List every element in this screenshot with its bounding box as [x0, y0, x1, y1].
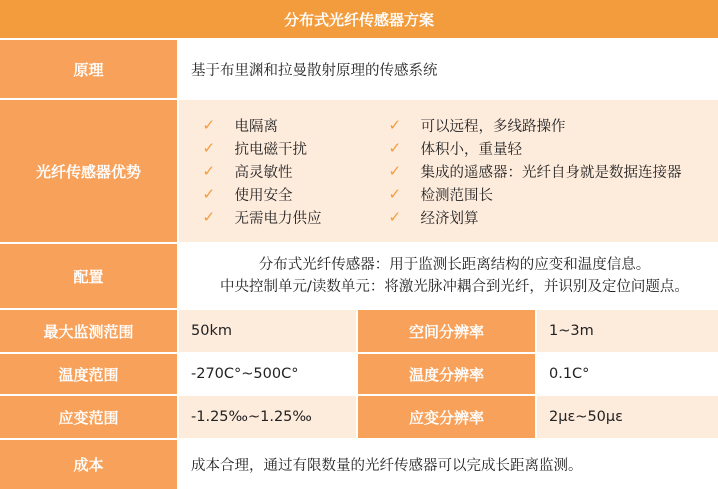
advantage-item: ✓ 无需电力供应 [202, 208, 322, 227]
cost-value: 成本合理，通过有限数量的光纤传感器可以完成长距离监测。 [179, 440, 718, 489]
advantages-value [179, 100, 718, 242]
table-title: 分布式光纤传感器方案 [0, 0, 718, 38]
cost-label: 成本 [0, 440, 177, 489]
strain-resolution-label: 应变分辨率 [358, 396, 535, 438]
max-range-value: 50km [179, 310, 356, 352]
spatial-resolution-label: 空间分辨率 [358, 310, 535, 352]
advantage-item: ✓ 使用安全 [202, 185, 293, 204]
advantages-list [197, 115, 713, 227]
check-icon: ✓ [202, 208, 216, 226]
advantage-item: ✓ 抗电磁干扰 [202, 139, 307, 158]
check-icon: ✓ [388, 185, 402, 203]
temp-range-label: 温度范围 [0, 354, 177, 394]
advantages-label: 光纤传感器优势 [0, 100, 177, 242]
check-icon: ✓ [388, 116, 402, 134]
check-icon: ✓ [388, 162, 402, 180]
advantage-item: ✓ 电隔离 [202, 116, 278, 135]
config-label: 配置 [0, 244, 177, 308]
strain-range-label: 应变范围 [0, 396, 177, 438]
check-icon: ✓ [388, 208, 402, 226]
strain-range-value: -1.25‰~1.25‰ [179, 396, 356, 438]
advantage-item: ✓ 集成的遥感器：光纤自身就是数据连接器 [388, 162, 682, 181]
config-line: 分布式光纤传感器：用于监测长距离结构的应变和温度信息。 [258, 257, 651, 273]
principle-label: 原理 [0, 40, 177, 98]
temp-resolution-value: 0.1C° [537, 354, 718, 394]
check-icon: ✓ [202, 162, 216, 180]
spatial-resolution-value: 1~3m [537, 310, 718, 352]
temp-resolution-label: 温度分辨率 [358, 354, 535, 394]
check-icon: ✓ [202, 185, 216, 203]
config-value [179, 244, 718, 308]
check-icon: ✓ [388, 139, 402, 157]
principle-value: 基于布里渊和拉曼散射原理的传感系统 [179, 40, 718, 98]
max-range-label: 最大监测范围 [0, 310, 177, 352]
strain-resolution-value: 2με~50με [537, 396, 718, 438]
advantage-item: ✓ 经济划算 [388, 208, 479, 227]
config-line: 中央控制单元/读数单元：将激光脉冲耦合到光纤，并识别及定位问题点。 [220, 279, 689, 295]
advantage-item: ✓ 可以远程，多线路操作 [388, 116, 566, 135]
advantage-item: ✓ 体积小，重量轻 [388, 139, 522, 158]
check-icon: ✓ [202, 116, 216, 134]
check-icon: ✓ [202, 139, 216, 157]
advantage-item: ✓ 检测范围长 [388, 185, 493, 204]
advantage-item: ✓ 高灵敏性 [202, 162, 293, 181]
temp-range-value: -270C°~500C° [179, 354, 356, 394]
